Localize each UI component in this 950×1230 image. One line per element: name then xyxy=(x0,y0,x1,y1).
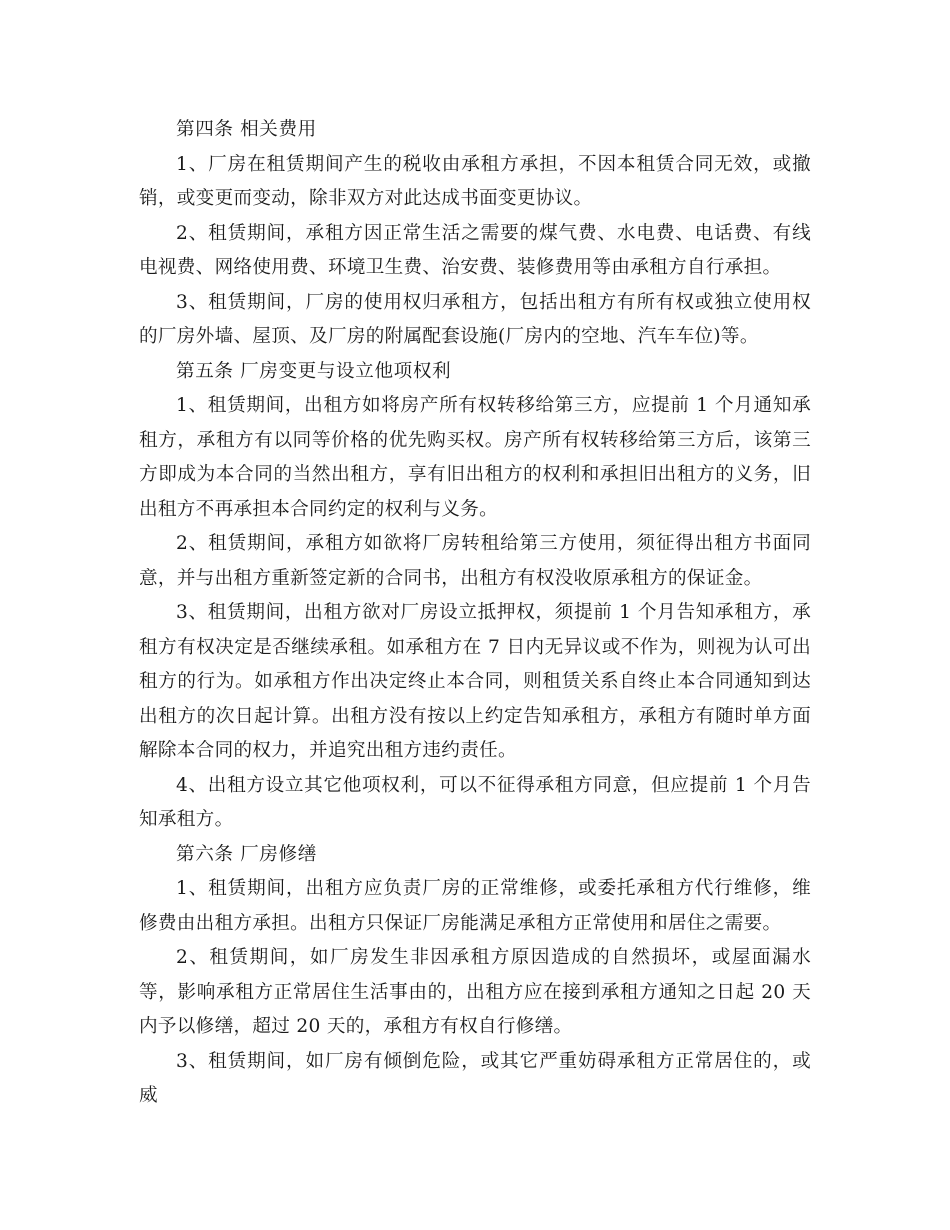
paragraph: 2、租赁期间，承租方因正常生活之需要的煤气费、水电费、电话费、有线电视费、网络使用费、环境卫生费、治安费、装修费用等由承租方自行承担。 xyxy=(139,222,811,278)
paragraph: 1、租赁期间，出租方如将房产所有权转移给第三方，应提前 1 个月通知承租方，承租方有以同等价格的优先购买权。房产所有权转移给第三方后，该第三方即成为本合同的当然出租方，享有旧出租方的权利和承担旧出租方的义务，旧出租方不再承担本合同约定的权利与义务。 xyxy=(139,395,811,520)
paragraph: 1、租赁期间，出租方应负责厂房的正常维修，或委托承租方代行维修，维修费由出租方承担。出租方只保证厂房能满足承租方正常使用和居住之需要。 xyxy=(139,878,811,934)
paragraph: 3、租赁期间，厂房的使用权归承租方，包括出租方有所有权或独立使用权的厂房外墙、屋顶、及厂房的附属配套设施(厂房内的空地、汽车车位)等。 xyxy=(139,291,811,347)
document-body xyxy=(139,113,811,1114)
section-heading: 第六条 厂房修缮 xyxy=(176,843,317,865)
paragraph: 2、租赁期间，如厂房发生非因承租方原因造成的自然损坏，或屋面漏水等，影响承租方正常居住生活事由的，出租方应在接到承租方通知之日起 20 天内予以修缮，超过 20 天的，承租方有权自行修缮。 xyxy=(139,947,811,1037)
paragraph: 1、厂房在租赁期间产生的税收由承租方承担，不因本租赁合同无效，或撤销，或变更而变动，除非双方对此达成书面变更协议。 xyxy=(139,153,811,209)
paragraph: 3、租赁期间，出租方欲对厂房设立抵押权，须提前 1 个月告知承租方，承租方有权决定是否继续承租。如承租方在 7 日内无异议或不作为，则视为认可出租方的行为。如承租方作出决定终止本合同，则租赁关系自终止本合同通知到达出租方的次日起计算。出租方没有按以上约定告知承租方，承租方有随时单方面解除本合同的权力，并追究出租方违约责任。 xyxy=(139,602,811,761)
paragraph: 2、租赁期间，承租方如欲将厂房转租给第三方使用，须征得出租方书面同意，并与出租方重新签定新的合同书，出租方有权没收原承租方的保证金。 xyxy=(139,533,811,589)
paragraph: 3、租赁期间，如厂房有倾倒危险，或其它严重妨碍承租方正常居住的，或威 xyxy=(139,1050,811,1106)
section-heading: 第五条 厂房变更与设立他项权利 xyxy=(176,360,452,382)
paragraph: 4、出租方设立其它他项权利，可以不征得承租方同意，但应提前 1 个月告知承租方。 xyxy=(139,774,811,830)
section-heading: 第四条 相关费用 xyxy=(176,119,317,140)
